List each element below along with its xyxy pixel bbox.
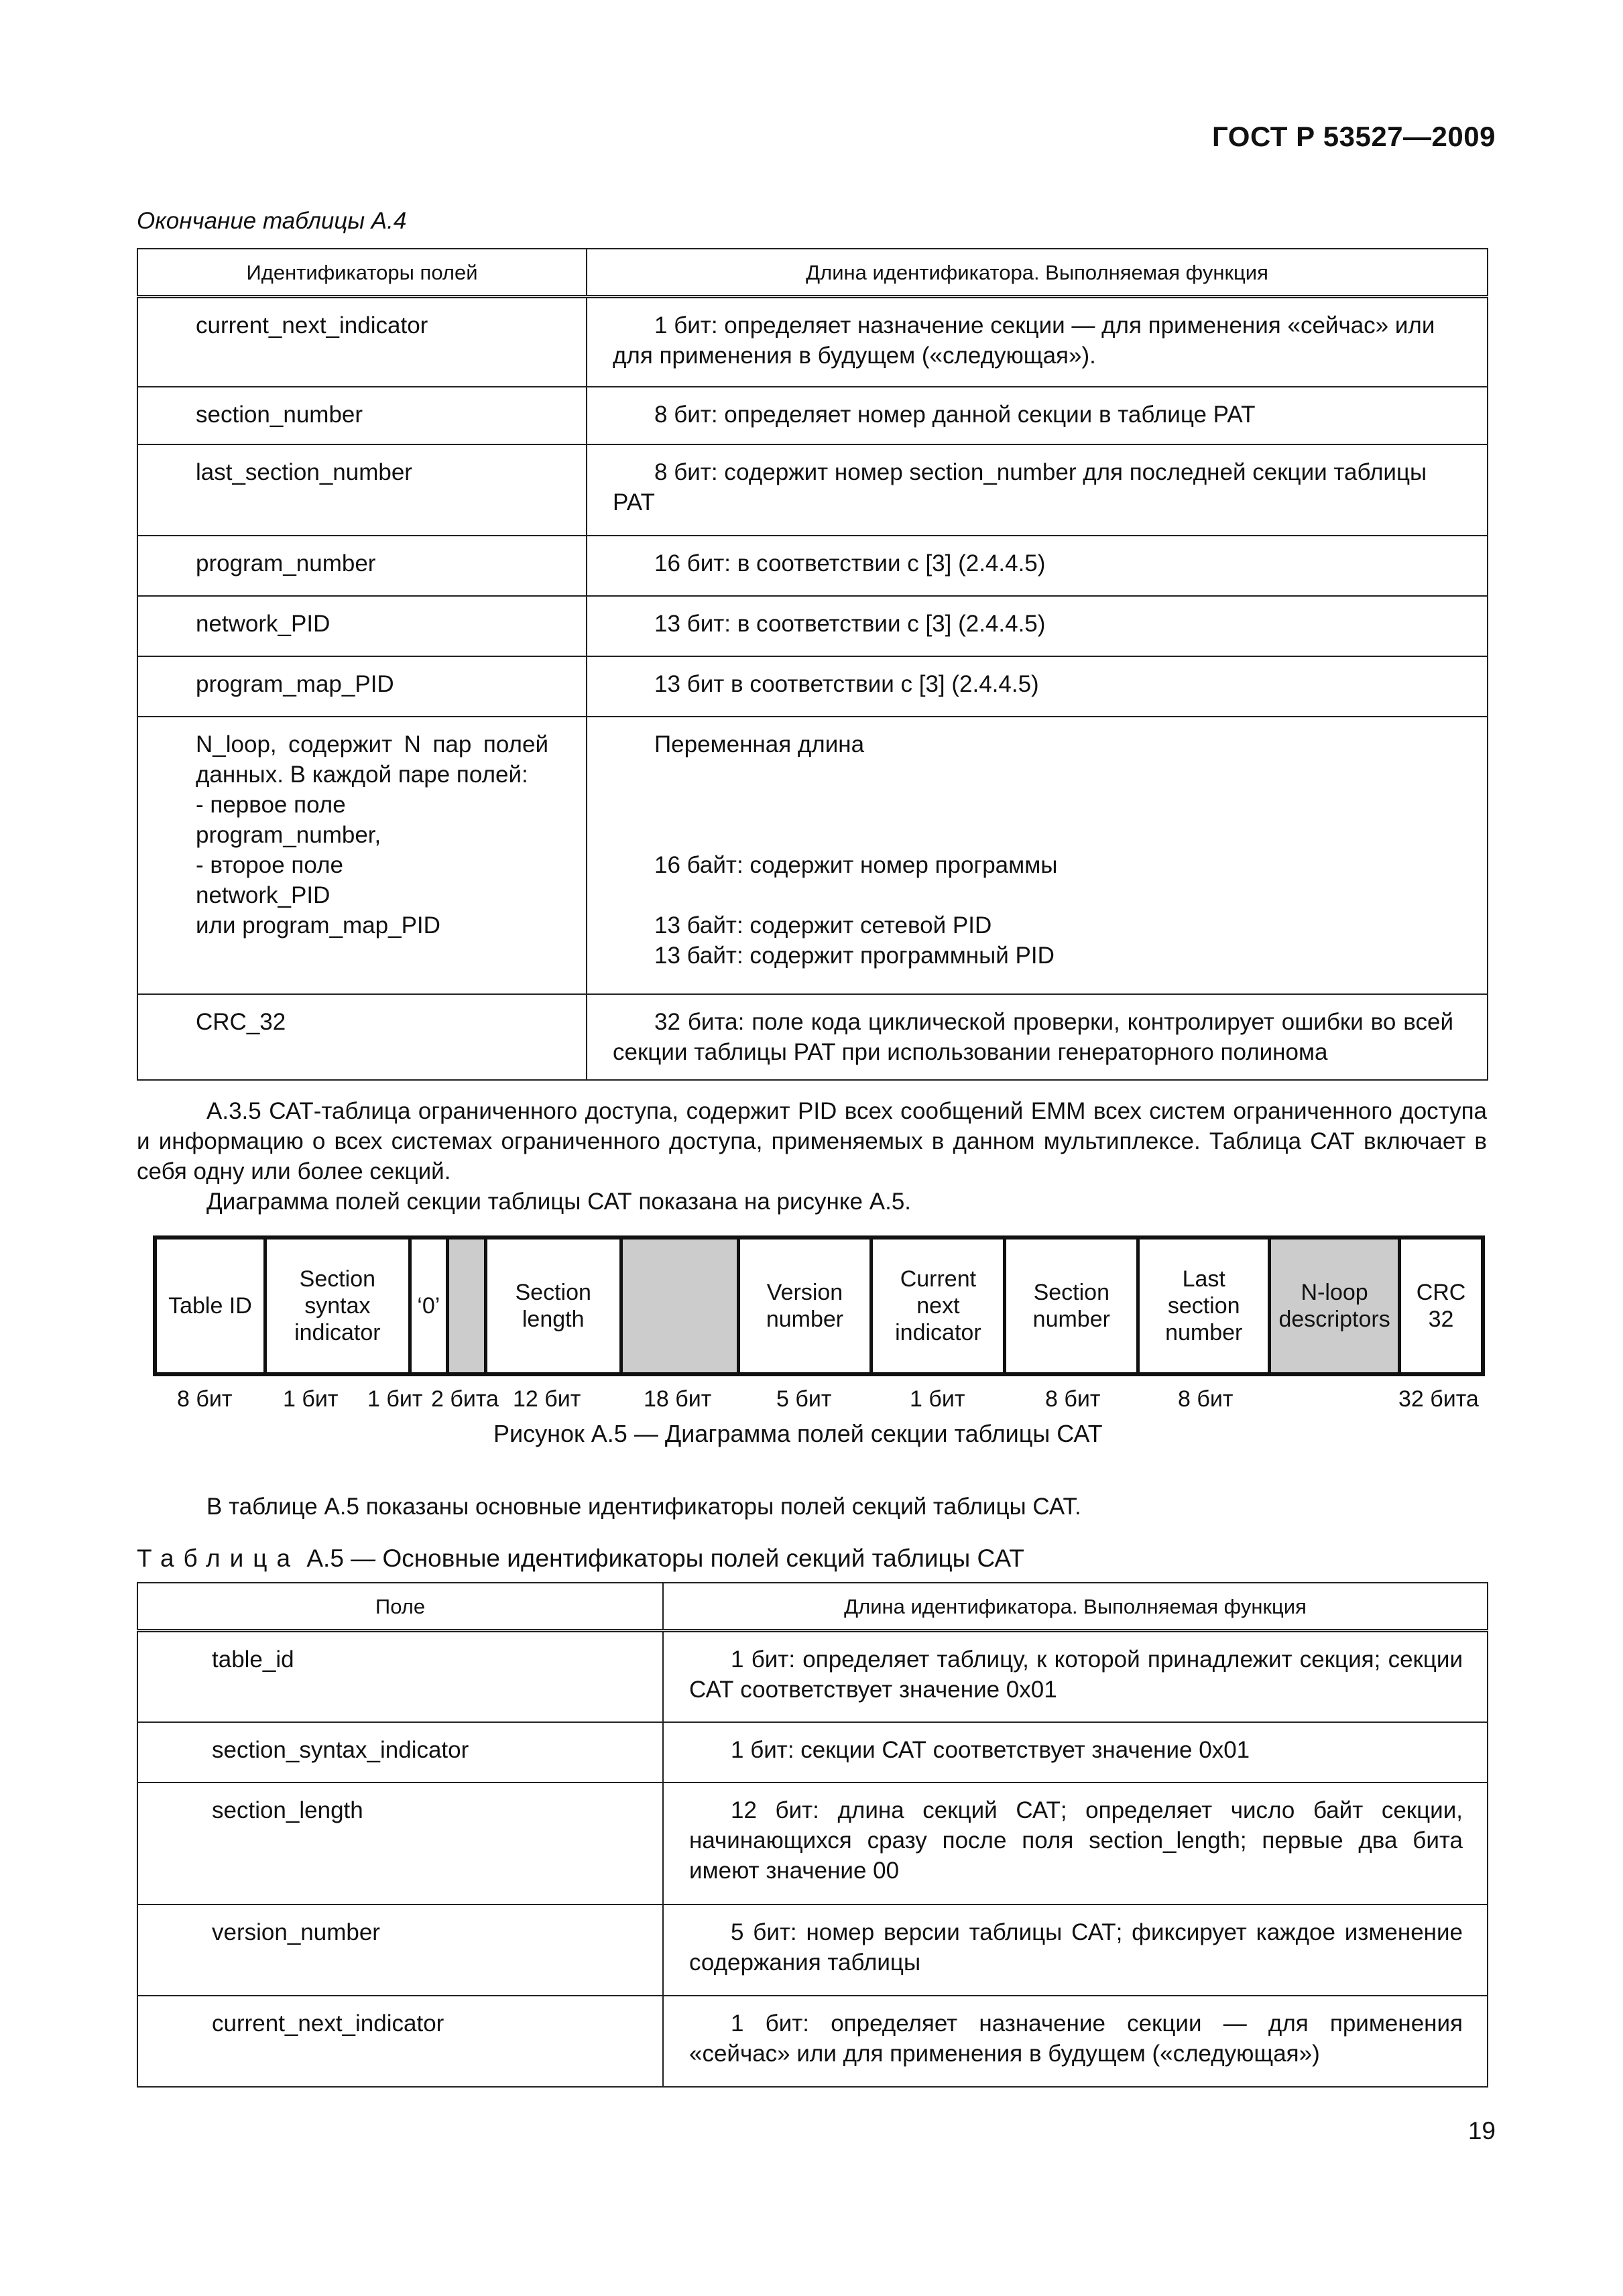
- diagram-cell: CRC 32: [1416, 1280, 1466, 1332]
- table-row: [137, 1783, 1488, 1905]
- desc-cell: 8 бит: определяет номер данной секции в таблице PAT: [587, 387, 1488, 444]
- field-cell: program_map_PID: [137, 656, 587, 717]
- field-cell: N_loop, содержит N пар полей данных. В каждой паре полей: - первое поле program_number, - второе поле network_PID или program_map_PID: [137, 717, 587, 994]
- desc-cell: 16 бит: в соответствии с [3] (2.4.4.5): [587, 536, 1488, 596]
- table-a5-caption: Таблица А.5 — Основные идентификаторы полей секций таблицы САТ: [137, 1545, 1024, 1572]
- table-row: [137, 1631, 1488, 1722]
- table-row: [137, 1722, 1488, 1783]
- bit-label: 8 бит: [177, 1386, 233, 1412]
- table-a4-header-field: Идентификаторы полей: [137, 249, 587, 297]
- table-row: [137, 297, 1488, 387]
- field-cell: table_id: [137, 1631, 663, 1722]
- field-cell: version_number: [137, 1905, 663, 1996]
- desc-cell: 32 бита: поле кода циклической проверки, контролирует ошибки во всей секции таблицы PAT при использовании генераторного полинома: [587, 994, 1488, 1080]
- cat-section-diagram: [153, 1235, 1485, 1376]
- bit-label: 1 бит: [367, 1386, 423, 1412]
- desc-cell: 8 бит: содержит номер section_number для последней секции таблицы PAT: [587, 444, 1488, 536]
- table-row: [137, 536, 1488, 596]
- desc-cell: 13 бит в соответствии с [3] (2.4.4.5): [587, 656, 1488, 717]
- diagram-cell: Version number: [740, 1240, 874, 1372]
- table-a4-caption: Окончание таблицы А.4: [137, 208, 407, 234]
- table-a5-header-field: Поле: [137, 1583, 663, 1631]
- table-row: [137, 444, 1488, 536]
- bit-label: 32 бита: [1398, 1386, 1479, 1412]
- desc-cell: 1 бит: определяет таблицу, к которой принадлежит секция; секции САТ соответствует значение 0x01: [663, 1631, 1488, 1722]
- table-row: [137, 596, 1488, 656]
- bit-label: 8 бит: [1045, 1386, 1101, 1412]
- table-a4: [137, 248, 1488, 1081]
- field-cell: section_length: [137, 1783, 663, 1905]
- bit-label: 8 бит: [1178, 1386, 1234, 1412]
- field-cell: last_section_number: [137, 444, 587, 536]
- diagram-cell: Table ID: [157, 1240, 267, 1372]
- desc-cell: 13 бит: в соответствии с [3] (2.4.4.5): [587, 596, 1488, 656]
- field-cell: network_PID: [137, 596, 587, 656]
- table-row: [137, 717, 1488, 994]
- table-row: [137, 656, 1488, 717]
- figure-caption: Рисунок А.5 — Диаграмма полей секции таблицы САТ: [493, 1420, 1103, 1447]
- diagram-cell: ‘0’: [412, 1240, 449, 1372]
- diagram-cell: Section syntax indicator: [267, 1240, 412, 1372]
- page-number: 19: [1467, 2117, 1496, 2144]
- diagram-cell-reserved: [623, 1240, 740, 1372]
- field-cell: program_number: [137, 536, 587, 596]
- diagram-cell: Section length: [487, 1240, 623, 1372]
- bit-label: 12 бит: [513, 1386, 581, 1412]
- paragraph-a35: А.3.5 САТ-таблица ограниченного доступа, содержит PID всех сообщений ЕММ всех систем ограниченного доступа и информацию о всех системах ограниченного доступа, применяемых в данном мультиплексе. Таблица САТ включает в себя одну или более секций.: [137, 1098, 1487, 1185]
- table-row: [137, 994, 1488, 1080]
- field-cell: current_next_indicator: [137, 1996, 663, 2087]
- desc-cell: 1 бит: определяет назначение секции — для применения «сейчас» или для применения в будущем («следующая»): [663, 1996, 1488, 2087]
- bit-label: 5 бит: [776, 1386, 832, 1412]
- table-a4-header-desc: Длина идентификатора. Выполняемая функция: [587, 249, 1488, 297]
- desc-cell: 12 бит: длина секций САТ; определяет число байт секции, начинающихся сразу после поля section_length; первые два бита имеют значение 00: [663, 1783, 1488, 1905]
- desc-cell: 5 бит: номер версии таблицы САТ; фиксирует каждое изменение содержания таблицы: [663, 1905, 1488, 1996]
- table-a5-header-desc: Длина идентификатора. Выполняемая функция: [663, 1583, 1488, 1631]
- table-a5: [137, 1582, 1488, 2088]
- diagram-cell: Current next indicator: [873, 1240, 1006, 1372]
- bit-label: 18 бит: [644, 1386, 712, 1412]
- diagram-cell-reserved: [449, 1240, 487, 1372]
- field-cell: current_next_indicator: [137, 297, 587, 387]
- paragraph-table-a5-ref: В таблице А.5 показаны основные идентификаторы полей секций таблицы САТ.: [206, 1494, 1081, 1520]
- desc-cell: 1 бит: определяет назначение секции — для применения «сейчас» или для применения в будущем («следующая»).: [587, 297, 1488, 387]
- desc-cell: 1 бит: секции САТ соответствует значение 0x01: [663, 1722, 1488, 1783]
- diagram-cell-nloop: N-loop descriptors: [1271, 1240, 1401, 1372]
- paragraph-diagram-ref: Диаграмма полей секции таблицы САТ показана на рисунке А.5.: [206, 1189, 912, 1215]
- field-cell: CRC_32: [137, 994, 587, 1080]
- diagram-cell: Section number: [1006, 1240, 1140, 1372]
- table-row: [137, 1905, 1488, 1996]
- field-cell: section_syntax_indicator: [137, 1722, 663, 1783]
- bit-label: 1 бит: [910, 1386, 965, 1412]
- bit-label: 2 бита: [431, 1386, 499, 1412]
- table-row: [137, 387, 1488, 444]
- bit-label: 1 бит: [283, 1386, 339, 1412]
- field-cell: section_number: [137, 387, 587, 444]
- diagram-cell: Last section number: [1140, 1240, 1271, 1372]
- document-id: ГОСТ Р 53527—2009: [1212, 121, 1496, 152]
- desc-cell: Переменная длина 16 байт: содержит номер программы 13 байт: содержит сетевой PID 13 байт: содержит программный PID: [587, 717, 1488, 994]
- table-row: [137, 1996, 1488, 2087]
